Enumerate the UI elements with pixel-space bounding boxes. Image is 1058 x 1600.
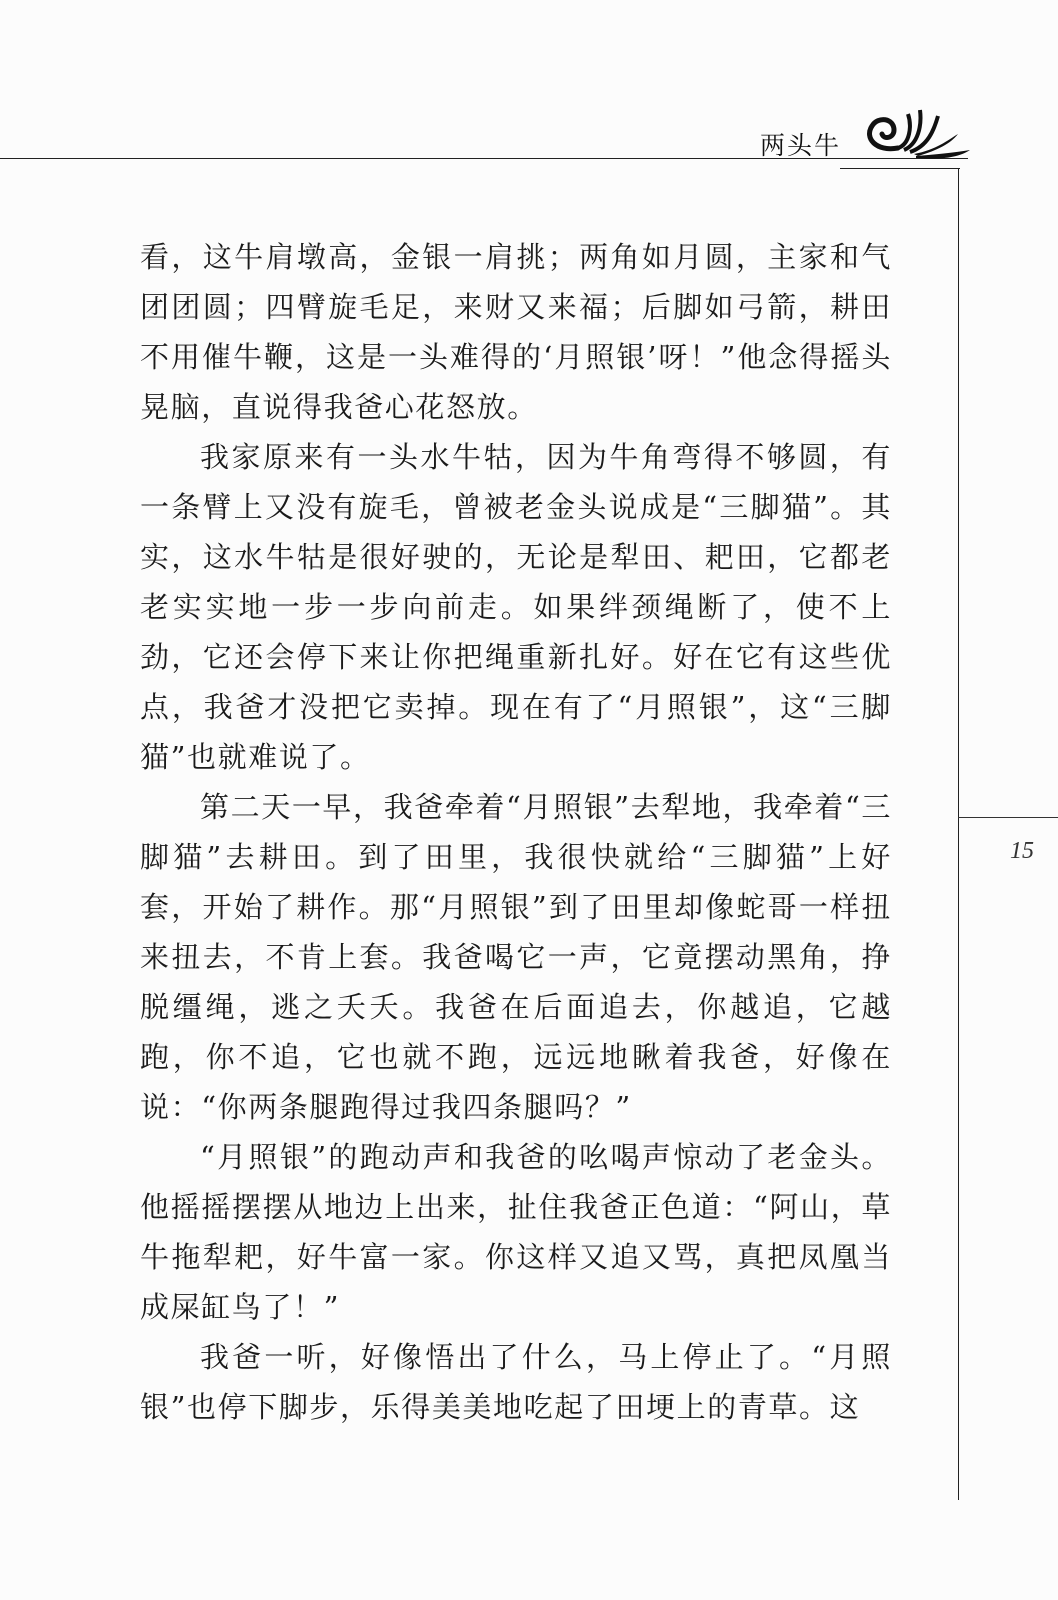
page-number-rule xyxy=(958,817,1058,818)
paragraph: “月照银”的跑动声和我爸的吆喝声惊动了老金头。他摇摇摆摆从地边上出来，扯住我爸正色道：“阿山，草牛拖犁耙，好牛富一家。你这样又追又骂，真把凤凰当成屎缸鸟了！” xyxy=(140,1140,892,1324)
running-title: 两头牛 xyxy=(760,131,842,160)
paragraph: 我爸一听，好像悟出了什么，马上停止了。“月照银”也停下脚步，乐得美美地吃起了田埂上的青草。这 xyxy=(140,1340,892,1424)
swirl-ornament-icon xyxy=(858,104,976,166)
paragraph: 第二天一早，我爸牵着“月照银”去犁地，我牵着“三脚猫”去耕田。到了田里，我很快就给“三脚猫”上好套，开始了耕作。那“月照银”到了田里却像蛇哥一样扭来扭去，不肯上套。我爸喝它一声，它竟摆动黑角，挣脱缰绳，逃之夭夭。我爸在后面追去，你越追，它越跑，你不追，它也就不跑，远远地瞅着我爸，好像在说：“你两条腿跑得过我四条腿吗？” xyxy=(140,790,892,1124)
paragraph: 我家原来有一头水牛牯，因为牛角弯得不够圆，有一条臂上又没有旋毛，曾被老金头说成是“三脚猫”。其实，这水牛牯是很好驶的，无论是犁田、耙田，它都老老实实地一步一步向前走。如果绊颈绳断了，使不上劲，它还会停下来让你把绳重新扎好。好在它有这些优点，我爸才没把它卖掉。现在有了“月照银”，这“三脚猫”也就难说了。 xyxy=(140,440,892,774)
paragraph: 看，这牛肩墩高，金银一肩挑；两角如月圆，主家和气团团圆；四臂旋毛足，来财又来福；后脚如弓箭，耕田不用催牛鞭，这是一头难得的‘月照银’呀！”他念得摇头晃脑，直说得我爸心花怒放。 xyxy=(140,240,892,424)
page-number: 15 xyxy=(1010,838,1034,864)
right-margin-rule xyxy=(958,168,959,1500)
header-corner-rule xyxy=(840,168,960,169)
body-text xyxy=(140,232,892,1432)
